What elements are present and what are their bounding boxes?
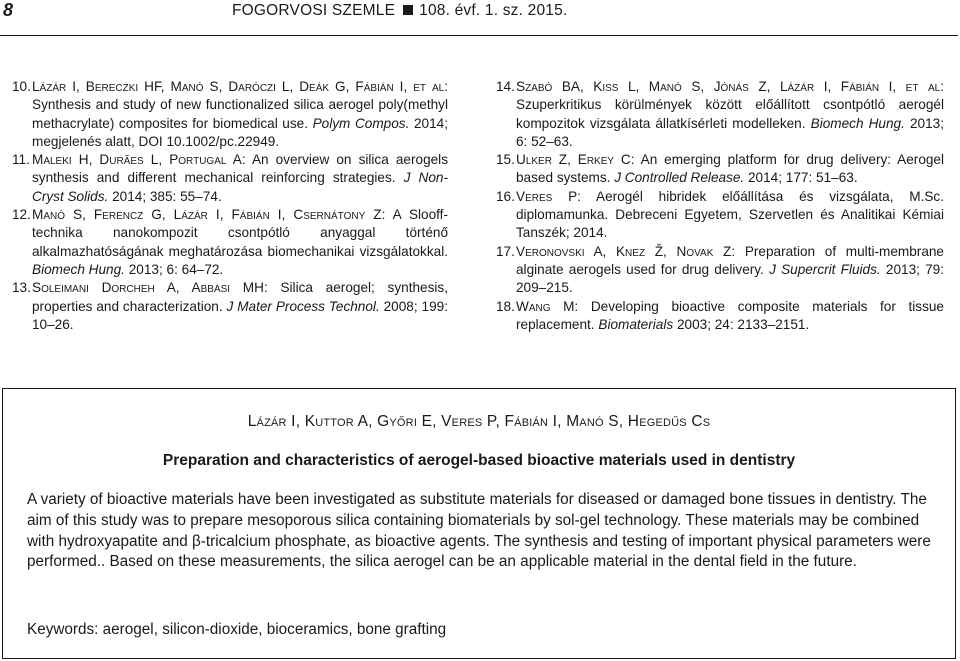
reference-number: 18.	[496, 298, 515, 314]
reference-title: Preparation of multi-membrane alginate aerogels used for drug delivery.	[516, 243, 944, 277]
reference-authors: Wang M:	[516, 298, 579, 314]
reference-title: An emerging platform for drug delivery: Aerogel based systems.	[516, 152, 945, 186]
reference-item	[12, 151, 448, 206]
reference-authors: Maleki H, Durães L, Portugal A:	[32, 152, 246, 168]
reference-number: 13.	[12, 280, 31, 296]
references-right-column	[496, 78, 944, 334]
reference-number: 16.	[496, 188, 515, 204]
abstract-text: A variety of bioactive materials have been investigated as substitute materials for diseased or damaged bone tissues in dentistry. The aim of this study was to prepare mesoporous silica containing biomaterials by sol-gel technology. These materials may be combined with hydroxyapatite and β-tricalcium phosphate, as bioactive agents. The synthesis and testing of important physical parameters were performed.. Based on these measurements, the silica aerogel can be an applicable material in the dental field in the future.	[27, 491, 931, 571]
reference-item	[12, 78, 448, 151]
square-bullet-icon	[403, 5, 413, 15]
journal-running-head	[232, 2, 567, 20]
reference-details: 2013; 6: 64–72.	[128, 261, 224, 277]
reference-authors: Lázár I, Bereczki HF, Manó S, Daróczi L, Deák G, Fábián I, et al:	[32, 79, 448, 94]
reference-authors: Soleimani Dorcheh A, Abbasi MH:	[32, 280, 268, 296]
reference-details: 2014; 177: 51–63.	[747, 170, 858, 186]
reference-details: 2013; 6: 52–63.	[516, 115, 944, 149]
reference-number: 11.	[12, 152, 30, 168]
reference-item	[496, 151, 944, 188]
reference-title: Synthesis and study of new functionalized silica aerogel poly(methyl methacrylate) composites for biomedical use.	[32, 97, 448, 131]
abstract-title: Preparation and characteristics of aerogel-based bioactive materials used in dentistry	[162, 452, 796, 469]
reference-journal: J Non-Cryst Solids.	[32, 170, 448, 204]
reference-title: An overview on silica aerogels synthesis and different mechanical reinforcing strategies.	[32, 152, 449, 186]
reference-title: Developing bioactive composite materials for tissue replacement.	[516, 298, 944, 332]
reference-authors: Szabó BA, Kiss L, Manó S, Jónás Z, Lázár I, Fábián I, et al:	[516, 79, 944, 94]
reference-number: 10.	[12, 79, 31, 94]
reference-journal: J Supercrit Fluids.	[769, 261, 881, 277]
reference-details: 2013; 79: 209–215.	[516, 261, 944, 296]
reference-number: 14.	[496, 79, 515, 94]
reference-item	[496, 298, 944, 335]
journal-issue: 108. évf. 1. sz. 2015.	[419, 2, 568, 19]
reference-title: Silica aerogel; synthesis, properties and characterization.	[32, 280, 448, 314]
reference-details: 2014; megjelenés alatt, DOI 10.1002/pc.22949.	[32, 115, 448, 149]
reference-number: 15.	[496, 152, 515, 168]
reference-journal: Biomaterials	[598, 316, 674, 332]
reference-journal: Polym Compos.	[312, 115, 410, 131]
reference-number: 12.	[12, 207, 31, 223]
reference-number: 17.	[496, 243, 515, 259]
reference-details: 2008; 199: 10–26.	[32, 298, 448, 332]
abstract-keywords: Keywords: aerogel, silicon-dioxide, bioceramics, bone grafting	[27, 621, 447, 638]
reference-item	[496, 243, 944, 298]
header-rule	[0, 35, 958, 36]
page-number: 8	[3, 0, 14, 20]
english-abstract-box	[2, 388, 956, 659]
reference-title: Szuperkritikus körülmények között előállított csontpótló aerogél kompozitok vizsgálata állatkísérleti modelleken.	[516, 97, 944, 131]
reference-journal: J Mater Process Technol.	[226, 298, 380, 314]
reference-journal: J Controlled Release.	[614, 170, 745, 186]
reference-item	[12, 279, 448, 334]
abstract-authors: Lázár I, Kuttor A, Győri E, Veres P, Fábián I, Manó S, Hegedűs Cs	[247, 413, 711, 430]
reference-details: 2003; 24: 2133–2151.	[676, 316, 810, 332]
reference-authors: Veronovski A, Knez Ž, Novak Z:	[516, 243, 736, 259]
running-header	[0, 0, 960, 30]
reference-item	[496, 188, 944, 243]
reference-title: Aerogél hibridek előállítása és vizsgálata, M.Sc. diplomamunka. Debreceni Egyetem, Szervetlen és Analitikai Kémiai Tanszék; 2014.	[516, 188, 945, 241]
references-left-column	[12, 78, 448, 334]
reference-title: A Slooff-technika nanokompozit csontpótló anyaggal történő alkalmazhatóságának meghatározása biomechanikai vizsgálatokkal.	[32, 207, 448, 259]
reference-item	[496, 78, 944, 151]
journal-name: FOGORVOSI SZEMLE	[232, 2, 396, 19]
reference-item	[12, 206, 448, 279]
reference-authors: Veres P:	[516, 188, 581, 204]
reference-authors: Ulker Z, Erkey C:	[516, 152, 635, 168]
reference-journal: Biomech Hung.	[810, 115, 905, 131]
reference-authors: Manó S, Ferencz G, Lázár I, Fábián I, Csernátony Z:	[32, 207, 386, 223]
reference-details: 2014; 385: 55–74.	[112, 188, 222, 204]
reference-journal: Biomech Hung.	[32, 261, 125, 277]
